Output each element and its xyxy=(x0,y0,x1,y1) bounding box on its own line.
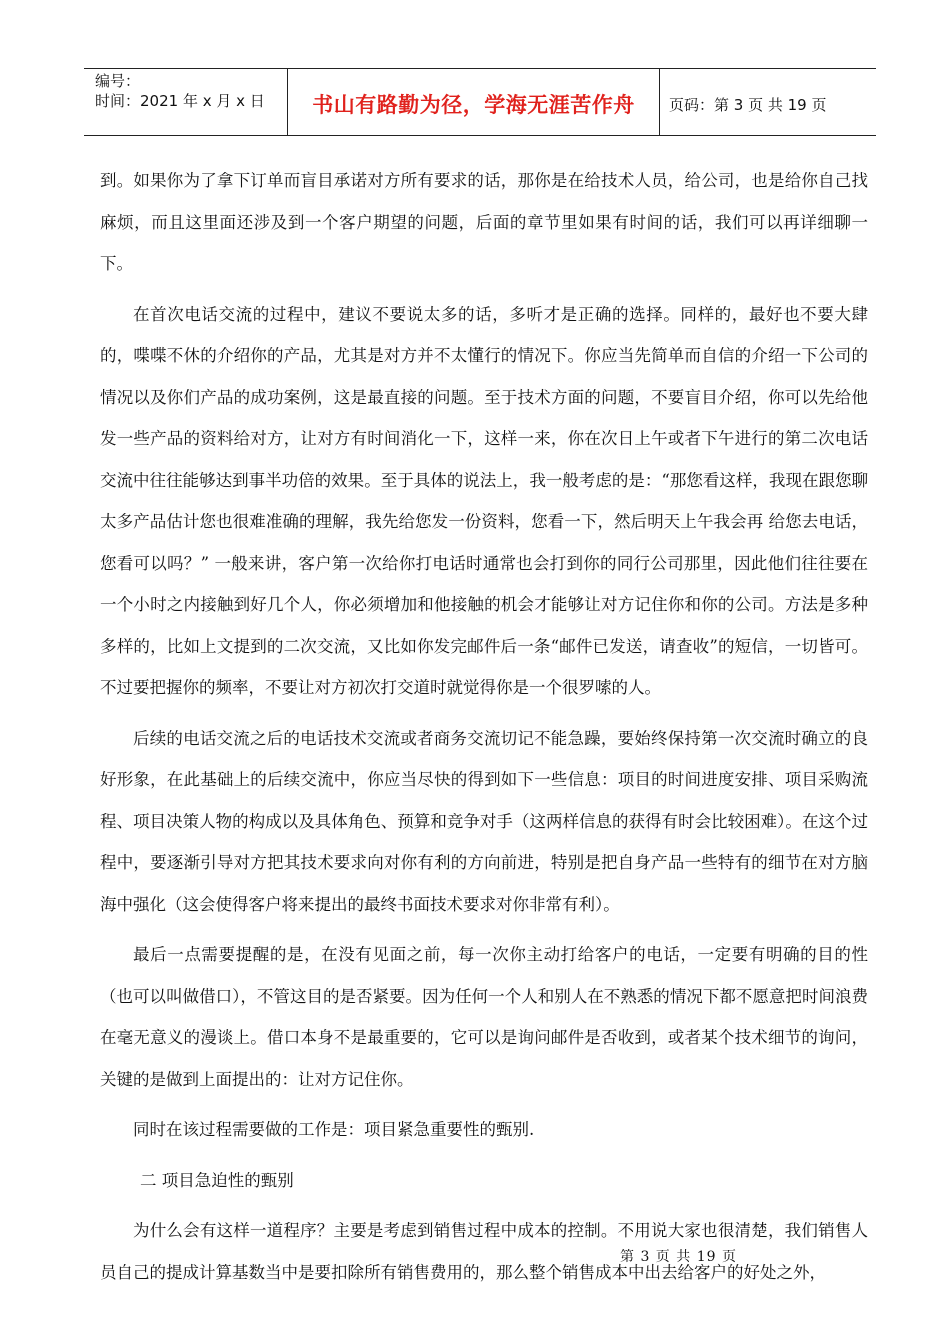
document-date-label: 时间：2021 年 x 月 x 日 xyxy=(95,92,265,110)
page-footer: 第 3 页 共 19 页 xyxy=(620,1249,737,1265)
header-page-number: 页码：第 3 页 共 19 页 xyxy=(669,95,827,114)
body-paragraph: 同时在该过程需要做的工作是：项目紧急重要性的甄别. xyxy=(133,1120,535,1139)
header-meta xyxy=(84,69,287,135)
body-paragraph: 最后一点需要提醒的是，在没有见面之前，每一次你主动打给客户的电话，一定要有明确的目的性（也可以叫做借口），不管这目的是否紧要。因为任何一个人和别人在不熟悉的情况下都不愿意把时间浪费在毫无意义的漫谈上。借口本身不是最重要的，它可以是询问邮件是否收到，或者某个技术细节的询问，关键的是做到上面提出的：让对方记住你。 xyxy=(100,945,868,1089)
body-paragraph: 在首次电话交流的过程中，建议不要说太多的话，多听才是正确的选择。同样的，最好也不要大肆的，喋喋不休的介绍你的产品，尤其是对方并不太懂行的情况下。你应当先简单而自信的介绍一下公司的情况以及你们产品的成功案例，这是最直接的问题。至于技术方面的问题，不要盲目介绍，你可以先给他发一些产品的资料给对方，让对方有时间消化一下，这样一来，你在次日上午或者下午进行的第二次电话交流中往往能够达到事半功倍的效果。至于具体的说法上，我一般考虑的是：“那您看这样，我现在跟您聊太多产品估计您也很难准确的理解，我先给您发一份资料，您看一下，然后明天上午我会再 给您去电话，您看可以吗？” 一般来讲，客户第一次给你打电话时通常也会打到你的同行公司那里，因此他们往往要在一个小时之内接触到好几个人，你必须增加和他接触的机会才能够让对方记住你和你的公司。方法是多种多样的，比如上文提到的二次交流，又比如你发完邮件后一条“邮件已发送，请查收”的短信，一切皆可。不过要把握你的频率，不要让对方初次打交道时就觉得你是一个很罗嗦的人。 xyxy=(100,304,868,697)
document-number-label: 编号： xyxy=(95,72,141,90)
body-paragraph: 为什么会有这样一道程序？主要是考虑到销售过程中成本的控制。不用说大家也很清楚，我们销售人员自己的提成计算基数当中是要扣除所有销售费用的，那么整个销售成本中出去给客户的好处之外， xyxy=(100,1221,868,1282)
document-body xyxy=(100,160,868,1293)
header-motto: 书山有路勤为径，学海无涯苦作舟 xyxy=(287,69,660,135)
section-heading: 二 项目急迫性的甄别 xyxy=(140,1170,294,1190)
body-paragraph: 后续的电话交流之后的电话技术交流或者商务交流切记不能急躁，要始终保持第一次交流时确立的良好形象，在此基础上的后续交流中，你应当尽快的得到如下一些信息：项目的时间进度安排、项目采购流程、项目决策人物的构成以及具体角色、预算和竞争对手（这两样信息的获得有时会比较困难）。在这个过程中，要逐渐引导对方把其技术要求向对你有利的方向前进，特别是把自身产品一些特有的细节在对方脑海中强化（这会使得客户将来提出的最终书面技术要求对你非常有利）。 xyxy=(100,728,868,914)
body-paragraph: 到。如果你为了拿下订单而盲目承诺对方所有要求的话，那你是在给技术人员，给公司，也是给你自己找麻烦，而且这里面还涉及到一个客户期望的问题，后面的章节里如果有时间的话，我们可以再详细聊一下。 xyxy=(100,171,868,273)
page-header xyxy=(84,68,876,136)
